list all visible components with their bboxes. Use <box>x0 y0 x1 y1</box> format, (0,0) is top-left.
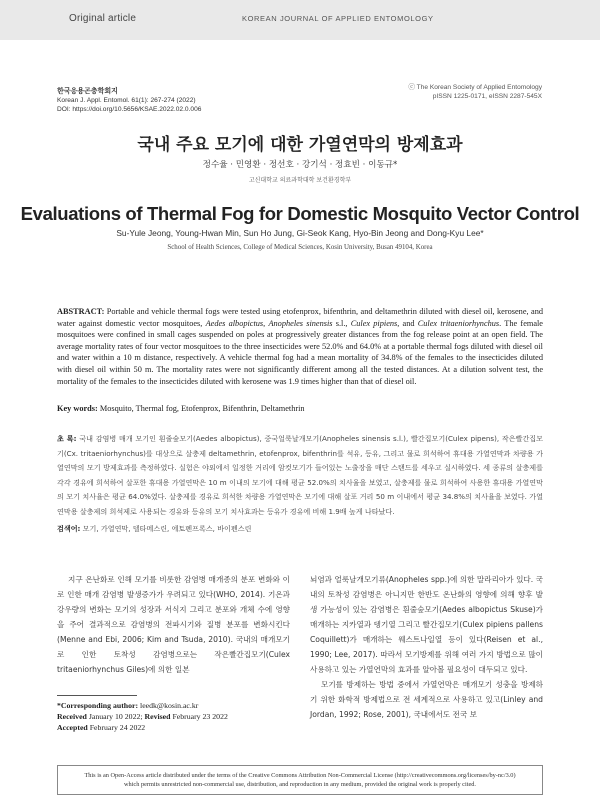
korean-abstract-label: 초 록: <box>57 434 77 443</box>
corresponding-author-email[interactable]: leedk@kosin.ac.kr <box>140 701 199 710</box>
copyright-block <box>408 83 542 101</box>
received-label: Received <box>57 712 87 721</box>
copyright-line: ⓒ The Korean Society of Applied Entomology <box>408 84 542 91</box>
journal-name-header: KOREAN JOURNAL OF APPLIED ENTOMOLOGY <box>242 14 434 23</box>
body-column-right <box>310 572 543 722</box>
abstract-text-2: , <box>263 318 269 328</box>
body-paragraph: 모기를 방제하는 방법 중에서 가열연막은 매개모기 성충을 방제하기 위한 화학적 방제법으로 전 세계적으로 사용하고 있고(Linley and Jordan, 1992; Rose, 2001), 국내에서도 전국 보 <box>310 680 543 719</box>
korean-abstract-text: 국내 감염병 매개 모기인 흰줄숲모기(Aedes albopictus), 중국얼룩날개모기(Anopheles sinensis s.l.), 빨간집모기(Culex pipens), 작은빨간집모기(Cx. tritaeniorhynchus)를 대상으로 살충제 deltamethrin, etofenprox, bifenthrin를 석유, 등유, 그리고 물로 희석하여 휴대용 가열연막과 차량용 가열연막의 모기 방제효과를 측정하였다. 실험은 야외에서 일정한 거리에 암컷모기가 들어있는 노출장을 매단 스탠드를 세우고 실시하였다. 세 종류의 살충제를 각각 경유에 희석하여 살포한 휴대용 가열연막은 10 m 이내의 모기에 대해 평균 52.0%의 치사율을 보였고, 살충제를 물로 희석하여 사용한 휴대용 가열연막의 모기 치사율은 평균 64.0%였다. 살충제를 경유로 희석한 차량용 가열연막은 모기에 대해 살포 거리 50 m 이내에서 평균 34.8%의 치사율을 보였다. 가열연막용 살충제의 희석제로 사용되는 경유와 등유의 모기 치사효과는 등유가 경유에 비해 1.9배 높게 나타났다. <box>57 434 543 516</box>
keywords-label: Key words: <box>57 404 98 413</box>
journal-header-bar <box>0 0 600 40</box>
keywords-english <box>57 404 543 413</box>
abstract-korean <box>57 432 543 520</box>
affiliation-korean: 고신대학교 의료과학대학 보건환경학부 <box>248 177 352 184</box>
accepted-label: Accepted <box>57 723 88 732</box>
abstract-label: ABSTRACT: <box>57 307 105 316</box>
abstract-species-3: Culex pipiens <box>350 318 398 328</box>
revised-date: February 23 2022 <box>172 712 228 721</box>
article-type-label: Original article <box>69 13 137 24</box>
body-paragraph: 지구 온난화로 인해 모기를 비롯한 감염병 매개종의 분포 변화와 이로 인한 매개 감염병 발생증가가 우려되고 있다(WHO, 2014). 기온과 강우량의 변화는 모기의 성장과 서식지 그리고 분포와 개체 수에 영향을 주어 결과적으로 감염병의 전파시기와 질병 분포를 변화시킨다(Menne and Ebi, 2006; Kim and Tsuda, 2010). 국내의 매개모기로 인한 토착성 감염병으로는 작은빨간집모기(Culex tritaeniorhynchus Giles)에 의한 일본 <box>57 575 290 674</box>
doi-link[interactable]: DOI: https://doi.org/10.5656/KSAE.2022.02.0.006 <box>57 106 202 113</box>
abstract-species-1: Aedes albopictus <box>205 318 264 328</box>
abstract-species-4: Culex tritaeniorhynchus <box>417 318 500 328</box>
revised-label: Revised <box>144 712 171 721</box>
abstract-english <box>57 306 543 387</box>
korean-keywords-text: 모기, 가열연막, 델타메스린, 에토펜프록스, 바이펜스린 <box>80 524 252 533</box>
license-line-2: which permits unrestricted non-commercial use, distribution, and reproduction in any medium, provided the original work is properly cited. <box>123 781 476 788</box>
authors-korean: 정수율 · 민영환 · 정선호 · 강기석 · 정효빈 · 이동규* <box>202 160 398 170</box>
authors-english: Su-Yule Jeong, Young-Hwan Min, Sun Ho Jung, Gi-Seok Kang, Hyo-Bin Jeong and Dong-Kyu Lee* <box>116 228 484 238</box>
abstract-text-3: s.l., <box>332 318 351 328</box>
accepted-date: February 24 2022 <box>89 723 146 732</box>
footnote-divider <box>57 695 137 696</box>
license-line-1: This is an Open-Access article distributed under the terms of the Creative Commons Attribution Non-Commercial License (http://creativecommons.org/licenses/by-nc/3.0) <box>84 771 516 779</box>
title-korean: 국내 주요 모기에 대한 가열연막의 방제효과 <box>137 135 463 155</box>
license-box <box>57 765 543 795</box>
affiliation-english: School of Health Sciences, College of Medical Sciences, Kosin University, Busan 49104, Korea <box>167 244 433 251</box>
citation-block <box>57 87 201 114</box>
issn-line: pISSN 1225-0171, eISSN 2287-545X <box>432 93 542 100</box>
abstract-text-5: . The female mosquitoes were confined in small cages suspended on poles at progressively greater distances from the fog release point at an open field. The average mortality rates of four vector mosquitoes to the three insecticides were 52.0% and 64.0% at a portable thermal fogs diluted with diesel oil and water within a 10 m distance, respectively. A vehicle thermal fog had a mean mortality of 34.8% of the females to the insecticides diluted with diesel oil within 50 m. The mortality rates were not significantly different among all the tested distances. At a dilution solvent test, the mortality of the females to the insecticides diluted with kerosene was 1.9 times higher than that of diesel oil. <box>57 318 543 386</box>
received-date: January 10 2022; <box>88 712 143 721</box>
citation-line: Korean J. Appl. Entomol. 61(1): 267-274 (2022) <box>57 97 196 104</box>
body-column-left <box>57 572 290 677</box>
body-paragraph-continued: 뇌염과 얼룩날개모기류(Anopheles spp.)에 의한 말라리아가 있다. 국내의 토착성 감염병은 아니지만 한반도 온난화의 영향에 의해 향후 발생 가능성이 있는 감염병은 흰줄숲모기(Aedes albopictus Skuse)가 매개하는 지카열과 뎅기열 그리고 빨간집모기(Culex pipiens pallens Coquillett)가 매개하는 웨스트나일열 등이 있다(Reisen et al., 1990; Lee, 2017). 따라서 모기방제를 위해 여러 가지 방법으로 많이 사용하고 있는 가열연막의 효과를 알아볼 필요성이 대두되고 있다. <box>310 575 543 674</box>
abstract-text-4: , and <box>397 318 418 328</box>
correspondence-block <box>57 700 228 733</box>
title-english: Evaluations of Thermal Fog for Domestic Mosquito Vector Control <box>20 203 580 224</box>
keywords-text: Mosquito, Thermal fog, Etofenprox, Bifenthrin, Deltamethrin <box>99 404 305 413</box>
korean-keywords-label: 검색어: <box>57 524 81 533</box>
journal-name-korean: 한국응용곤충학회지 <box>57 88 118 95</box>
abstract-species-2: Anopheles sinensis <box>268 318 333 328</box>
keywords-korean <box>57 524 543 534</box>
abstract-text-1: Portable and vehicle thermal fogs were tested using etofenprox, bifenthrin, and deltamethrin diluted with diesel oil, kerosene, and water against domestic vector mosquitoes, <box>57 307 543 328</box>
corresponding-author-label: *Corresponding author: <box>57 701 139 710</box>
